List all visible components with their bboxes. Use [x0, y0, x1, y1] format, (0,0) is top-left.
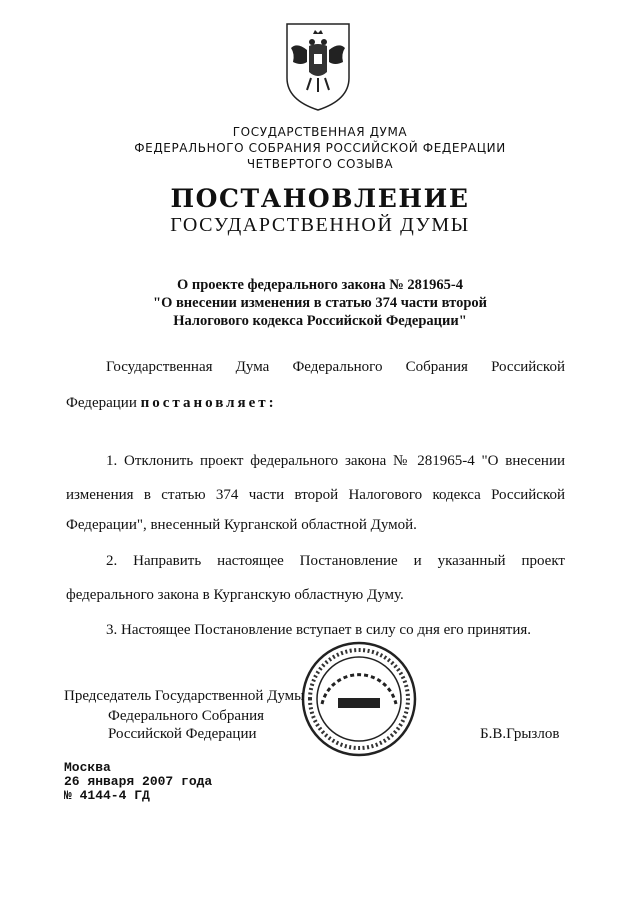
- subject-line-2: "О внесении изменения в статью 374 части второй: [153, 295, 487, 311]
- signatory-title-line-1: Председатель Государственной Думы: [64, 688, 305, 704]
- org-line-2: ФЕДЕРАЛЬНОГО СОБРАНИЯ РОССИЙСКОЙ ФЕДЕРАЦИИ: [134, 141, 506, 155]
- signatory-name: Б.В.Грызлов: [480, 726, 560, 742]
- item-2-line-2: федерального закона в Курганскую областную Думу.: [66, 587, 404, 603]
- protocol-department-stamp: [300, 640, 418, 758]
- item-2-line-1: 2. Направить настоящее Постановление и указанный проект: [106, 553, 565, 569]
- org-line-1: ГОСУДАРСТВЕННАЯ ДУМА: [232, 125, 408, 139]
- document-type-title: ПОСТАНОВЛЕНИЕ: [170, 184, 470, 213]
- subject-line-3: Налогового кодекса Российской Федерации": [173, 313, 467, 329]
- preamble-prefix: Федерации: [66, 395, 137, 411]
- document-number: № 4144-4 ГД: [64, 788, 150, 803]
- item-1-line-3: Федерации", внесенный Курганской областной Думой.: [66, 517, 417, 533]
- item-3-line-1: 3. Настоящее Постановление вступает в силу со дня его принятия.: [106, 622, 532, 638]
- place: Москва: [64, 760, 111, 775]
- preamble-verb: постановляет:: [140, 395, 277, 411]
- date: 26 января 2007 года: [64, 774, 213, 789]
- org-line-3: ЧЕТВЕРТОГО СОЗЫВА: [246, 157, 394, 171]
- signatory-title-line-3: Российской Федерации: [108, 726, 257, 742]
- russian-coat-of-arms-icon: [281, 20, 355, 114]
- signatory-title-line-2: Федерального Собрания: [108, 708, 265, 724]
- preamble-line-2: [66, 395, 565, 412]
- preamble-line-1: Государственная Дума Федерального Собрания Российской: [106, 359, 565, 375]
- item-1-line-1: 1. Отклонить проект федерального закона № 281965-4 "О внесении: [106, 453, 565, 469]
- issuer-title: ГОСУДАРСТВЕННОЙ ДУМЫ: [170, 214, 470, 236]
- item-1-line-2: изменения в статью 374 части второй Налогового кодекса Российской: [66, 487, 565, 503]
- subject-line-1: О проекте федерального закона № 281965-4: [176, 277, 464, 293]
